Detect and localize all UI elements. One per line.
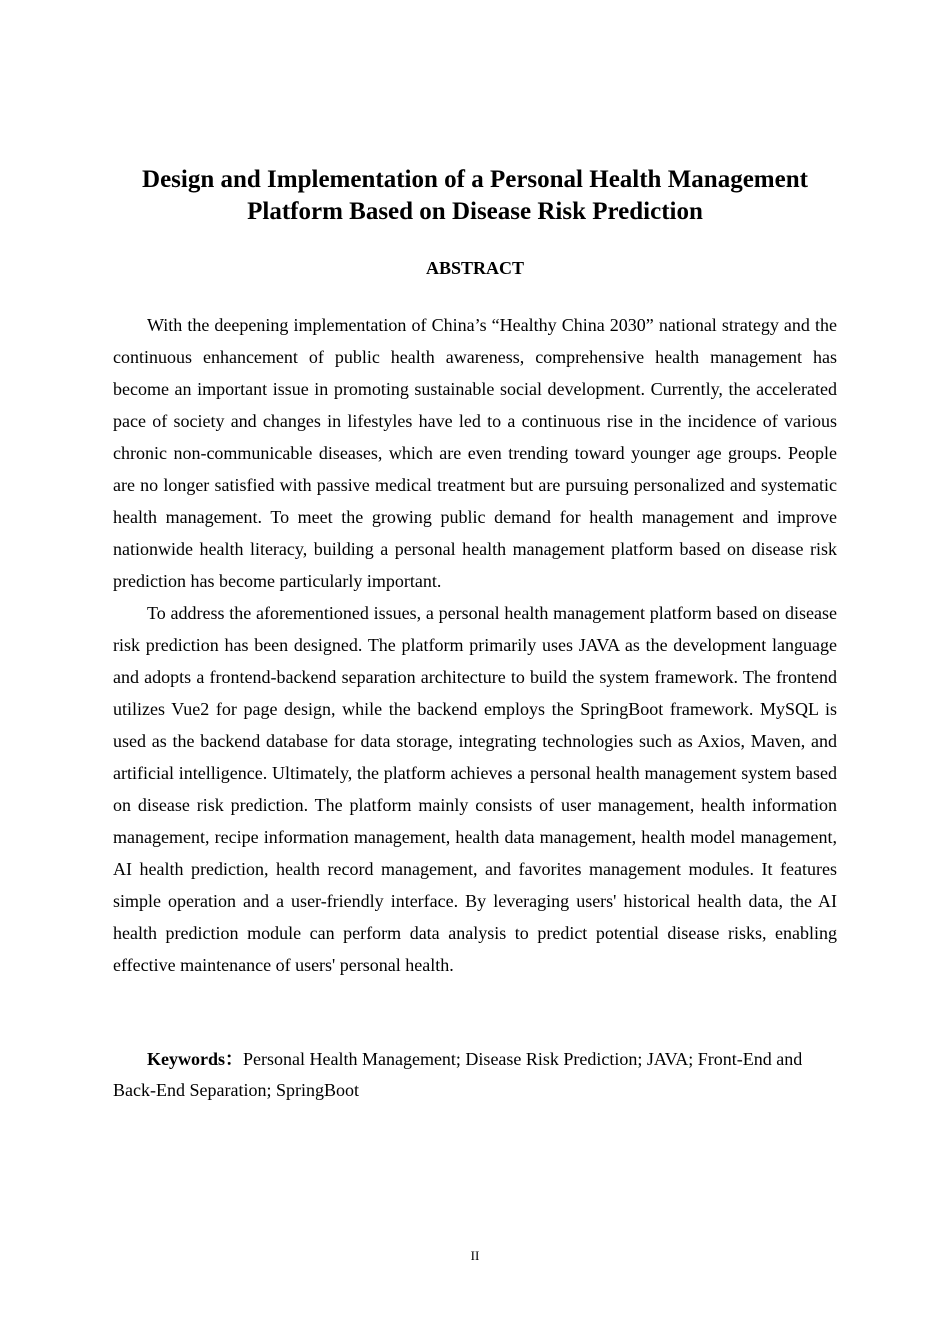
- paper-title: [113, 164, 837, 228]
- paper-title-line-2: Platform Based on Disease Risk Prediction: [247, 198, 703, 225]
- paper-title-line-1: Design and Implementation of a Personal Health Management: [142, 166, 808, 193]
- keywords-text: Personal Health Management; Disease Risk Prediction; JAVA; Front-End and Back-End Separation; SpringBoot: [113, 1049, 803, 1100]
- page-number: II: [470, 1248, 480, 1263]
- abstract-heading: ABSTRACT: [425, 258, 525, 278]
- abstract-paragraph-2: To address the aforementioned issues, a personal health management platform based on disease risk prediction has been designed. The platform primarily uses JAVA as the development language and adopts a frontend-backend separation architecture to build the system framework. The frontend utilizes Vue2 for page design, while the backend employs the SpringBoot framework. MySQL is used as the backend database for data storage, integrating technologies such as Axios, Maven, and artificial intelligence. Ultimately, the platform achieves a personal health management system based on disease risk prediction. The platform mainly consists of user management, health information management, recipe information management, health data management, health model management, AI health prediction, health record management, and favorites management modules. It features simple operation and a user-friendly interface. By leveraging users' historical health data, the AI health prediction module can perform data analysis to predict potential disease risks, enabling effective maintenance of users' personal health.: [113, 603, 837, 975]
- keywords-label: Keywords：: [147, 1049, 243, 1069]
- keywords: [113, 1044, 837, 1106]
- abstract-body: [113, 309, 837, 981]
- abstract-paragraph-1: With the deepening implementation of China’s “Healthy China 2030” national strategy and the continuous enhancement of public health awareness, comprehensive health management has become an important issue in promoting sustainable social development. Currently, the accelerated pace of society and changes in lifestyles have led to a continuous rise in the incidence of various chronic non-communicable diseases, which are even trending toward younger age groups. People are no longer satisfied with passive medical treatment but are pursuing personalized and systematic health management. To meet the growing public demand for health management and improve nationwide health literacy, building a personal health management platform based on disease risk prediction has become particularly important.: [113, 315, 837, 591]
